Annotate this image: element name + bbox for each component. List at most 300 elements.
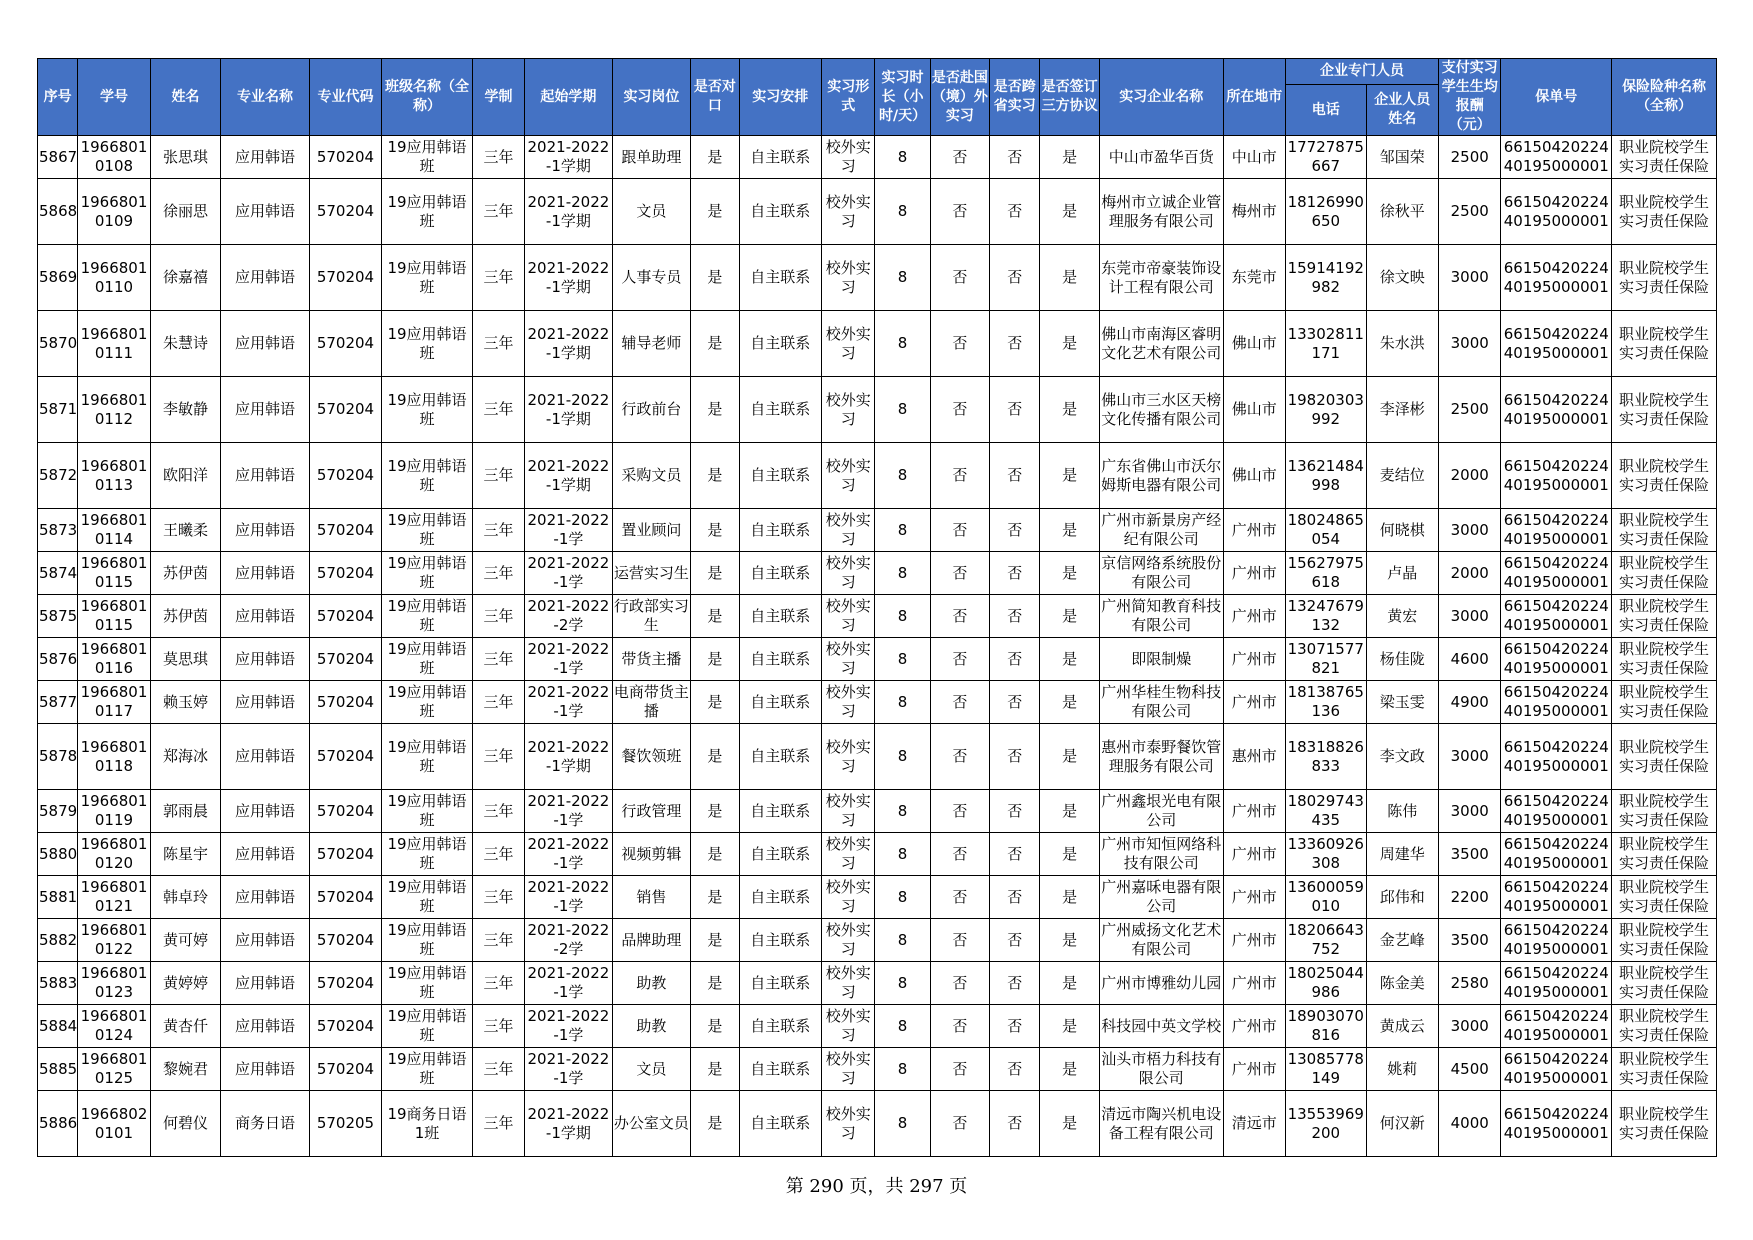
row-abroad: 否 <box>930 638 989 681</box>
row-matched: 是 <box>691 179 739 245</box>
row-major-code: 570204 <box>309 833 381 876</box>
row-tripartite: 是 <box>1040 509 1099 552</box>
header-major: 专业名称 <box>221 59 310 136</box>
row-contact: 杨佳陇 <box>1366 638 1438 681</box>
row-major-code: 570204 <box>309 509 381 552</box>
header-class-name: 班级名称（全称） <box>382 59 473 136</box>
row-cross-province: 否 <box>990 1048 1040 1091</box>
row-position: 行政部实习生 <box>612 595 691 638</box>
row-pay: 3500 <box>1439 919 1501 962</box>
row-abroad: 否 <box>930 876 989 919</box>
row-company: 广州华桂生物科技有限公司 <box>1099 681 1223 724</box>
row-seq: 5884 <box>38 1005 78 1048</box>
row-name: 张思琪 <box>150 136 220 179</box>
row-name: 韩卓玲 <box>150 876 220 919</box>
row-contact: 邹国荣 <box>1366 136 1438 179</box>
row-arrangement: 自主联系 <box>739 681 822 724</box>
row-city: 广州市 <box>1223 681 1285 724</box>
row-cross-province: 否 <box>990 136 1040 179</box>
row-contact: 徐秋平 <box>1366 179 1438 245</box>
row-class: 19应用韩语班 <box>382 724 473 790</box>
row-matched: 是 <box>691 509 739 552</box>
row-start-term: 2021-2022-1学 <box>525 1048 613 1091</box>
row-duration: 三年 <box>472 552 524 595</box>
row-seq: 5869 <box>38 245 78 311</box>
row-seq: 5880 <box>38 833 78 876</box>
table-row <box>38 833 1717 876</box>
row-arrangement: 自主联系 <box>739 509 822 552</box>
row-matched: 是 <box>691 311 739 377</box>
row-pay: 3000 <box>1439 1005 1501 1048</box>
row-abroad: 否 <box>930 311 989 377</box>
row-phone: 13071577821 <box>1286 638 1367 681</box>
table-row <box>38 595 1717 638</box>
row-student-id: 19668020101 <box>78 1091 150 1157</box>
row-duration: 三年 <box>472 1091 524 1157</box>
row-insurance: 职业院校学生实习责任保险 <box>1612 876 1717 919</box>
row-pay: 2580 <box>1439 962 1501 1005</box>
row-major: 应用韩语 <box>221 681 310 724</box>
table-row <box>38 311 1717 377</box>
row-abroad: 否 <box>930 443 989 509</box>
row-duration: 三年 <box>472 509 524 552</box>
row-insurance: 职业院校学生实习责任保险 <box>1612 1048 1717 1091</box>
row-policy-no: 6615042022440195000001 <box>1501 245 1612 311</box>
row-insurance: 职业院校学生实习责任保险 <box>1612 962 1717 1005</box>
row-major-code: 570204 <box>309 377 381 443</box>
row-abroad: 否 <box>930 552 989 595</box>
row-seq: 5882 <box>38 919 78 962</box>
row-abroad: 否 <box>930 790 989 833</box>
row-start-term: 2021-2022-1学 <box>525 790 613 833</box>
header-seq: 序号 <box>38 59 78 136</box>
row-arrangement: 自主联系 <box>739 724 822 790</box>
row-policy-no: 6615042022440195000001 <box>1501 833 1612 876</box>
row-name: 赖玉婷 <box>150 681 220 724</box>
row-pay: 3000 <box>1439 724 1501 790</box>
row-position: 跟单助理 <box>612 136 691 179</box>
row-matched: 是 <box>691 919 739 962</box>
row-class: 19应用韩语班 <box>382 876 473 919</box>
row-name: 徐嘉禧 <box>150 245 220 311</box>
row-tripartite: 是 <box>1040 681 1099 724</box>
row-name: 王曦柔 <box>150 509 220 552</box>
row-major: 应用韩语 <box>221 724 310 790</box>
row-company: 梅州市立诚企业管理服务有限公司 <box>1099 179 1223 245</box>
row-policy-no: 6615042022440195000001 <box>1501 790 1612 833</box>
row-form: 校外实习 <box>822 245 875 311</box>
row-position: 销售 <box>612 876 691 919</box>
row-start-term: 2021-2022-1学期 <box>525 443 613 509</box>
row-insurance: 职业院校学生实习责任保险 <box>1612 1005 1717 1048</box>
row-matched: 是 <box>691 681 739 724</box>
row-abroad: 否 <box>930 595 989 638</box>
row-city: 梅州市 <box>1223 179 1285 245</box>
row-pay: 2500 <box>1439 377 1501 443</box>
row-arrangement: 自主联系 <box>739 179 822 245</box>
row-form: 校外实习 <box>822 1048 875 1091</box>
table-row <box>38 179 1717 245</box>
row-major-code: 570205 <box>309 1091 381 1157</box>
row-major-code: 570204 <box>309 595 381 638</box>
row-form: 校外实习 <box>822 790 875 833</box>
row-student-id: 19668010125 <box>78 1048 150 1091</box>
row-phone: 15914192982 <box>1286 245 1367 311</box>
row-major-code: 570204 <box>309 681 381 724</box>
row-position: 辅导老师 <box>612 311 691 377</box>
row-insurance: 职业院校学生实习责任保险 <box>1612 833 1717 876</box>
row-insurance: 职业院校学生实习责任保险 <box>1612 136 1717 179</box>
header-tripartite: 是否签订三方协议 <box>1040 59 1099 136</box>
row-major-code: 570204 <box>309 245 381 311</box>
row-contact: 何汉新 <box>1366 1091 1438 1157</box>
row-city: 广州市 <box>1223 552 1285 595</box>
row-major-code: 570204 <box>309 638 381 681</box>
row-cross-province: 否 <box>990 638 1040 681</box>
row-pay: 3000 <box>1439 311 1501 377</box>
row-matched: 是 <box>691 638 739 681</box>
row-policy-no: 6615042022440195000001 <box>1501 1048 1612 1091</box>
row-class: 19商务日语1班 <box>382 1091 473 1157</box>
row-policy-no: 6615042022440195000001 <box>1501 377 1612 443</box>
row-contact: 梁玉雯 <box>1366 681 1438 724</box>
row-major: 应用韩语 <box>221 790 310 833</box>
row-cross-province: 否 <box>990 1091 1040 1157</box>
header-city: 所在地市 <box>1223 59 1285 136</box>
row-pay: 4900 <box>1439 681 1501 724</box>
row-pay: 3000 <box>1439 245 1501 311</box>
row-major: 应用韩语 <box>221 833 310 876</box>
row-start-term: 2021-2022-1学期 <box>525 245 613 311</box>
row-major-code: 570204 <box>309 136 381 179</box>
row-start-term: 2021-2022-2学 <box>525 595 613 638</box>
row-company: 惠州市泰野餐饮管理服务有限公司 <box>1099 724 1223 790</box>
row-matched: 是 <box>691 790 739 833</box>
row-start-term: 2021-2022-1学 <box>525 638 613 681</box>
row-seq: 5875 <box>38 595 78 638</box>
row-seq: 5874 <box>38 552 78 595</box>
row-name: 何碧仪 <box>150 1091 220 1157</box>
row-abroad: 否 <box>930 1091 989 1157</box>
row-phone: 18025044986 <box>1286 962 1367 1005</box>
row-insurance: 职业院校学生实习责任保险 <box>1612 681 1717 724</box>
row-pay: 3000 <box>1439 790 1501 833</box>
row-cross-province: 否 <box>990 681 1040 724</box>
row-contact: 陈伟 <box>1366 790 1438 833</box>
header-hours: 实习时长（小时/天） <box>875 59 930 136</box>
row-matched: 是 <box>691 724 739 790</box>
row-major: 应用韩语 <box>221 552 310 595</box>
row-abroad: 否 <box>930 919 989 962</box>
row-cross-province: 否 <box>990 724 1040 790</box>
row-policy-no: 6615042022440195000001 <box>1501 311 1612 377</box>
row-abroad: 否 <box>930 724 989 790</box>
row-hours: 8 <box>875 876 930 919</box>
row-position: 品牌助理 <box>612 919 691 962</box>
row-cross-province: 否 <box>990 552 1040 595</box>
row-student-id: 19668010118 <box>78 724 150 790</box>
row-hours: 8 <box>875 833 930 876</box>
row-contact: 周建华 <box>1366 833 1438 876</box>
row-name: 欧阳洋 <box>150 443 220 509</box>
row-form: 校外实习 <box>822 638 875 681</box>
row-contact: 李文政 <box>1366 724 1438 790</box>
header-pay: 支付实习学生生均报酬（元） <box>1439 59 1501 136</box>
row-class: 19应用韩语班 <box>382 552 473 595</box>
row-tripartite: 是 <box>1040 179 1099 245</box>
row-tripartite: 是 <box>1040 443 1099 509</box>
row-name: 朱慧诗 <box>150 311 220 377</box>
row-hours: 8 <box>875 638 930 681</box>
row-class: 19应用韩语班 <box>382 919 473 962</box>
row-position: 带货主播 <box>612 638 691 681</box>
header-duration: 学制 <box>472 59 524 136</box>
row-cross-province: 否 <box>990 919 1040 962</box>
row-tripartite: 是 <box>1040 919 1099 962</box>
row-major: 应用韩语 <box>221 377 310 443</box>
row-arrangement: 自主联系 <box>739 1005 822 1048</box>
header-contact-name: 企业人员姓名 <box>1366 85 1438 136</box>
row-phone: 18318826833 <box>1286 724 1367 790</box>
row-contact: 李泽彬 <box>1366 377 1438 443</box>
row-start-term: 2021-2022-1学期 <box>525 179 613 245</box>
row-cross-province: 否 <box>990 377 1040 443</box>
row-hours: 8 <box>875 179 930 245</box>
row-abroad: 否 <box>930 1048 989 1091</box>
row-seq: 5867 <box>38 136 78 179</box>
table-row <box>38 919 1717 962</box>
row-matched: 是 <box>691 552 739 595</box>
row-cross-province: 否 <box>990 245 1040 311</box>
row-company: 即限制燥 <box>1099 638 1223 681</box>
row-major-code: 570204 <box>309 919 381 962</box>
row-position: 视频剪辑 <box>612 833 691 876</box>
row-city: 广州市 <box>1223 638 1285 681</box>
row-pay: 4000 <box>1439 1091 1501 1157</box>
row-major: 应用韩语 <box>221 443 310 509</box>
row-seq: 5870 <box>38 311 78 377</box>
table-row <box>38 443 1717 509</box>
row-insurance: 职业院校学生实习责任保险 <box>1612 509 1717 552</box>
row-matched: 是 <box>691 1005 739 1048</box>
table-row <box>38 552 1717 595</box>
row-abroad: 否 <box>930 179 989 245</box>
header-form: 实习形式 <box>822 59 875 136</box>
row-policy-no: 6615042022440195000001 <box>1501 962 1612 1005</box>
page-footer: 第 290 页，共 297 页 <box>785 1176 968 1197</box>
row-student-id: 19668010110 <box>78 245 150 311</box>
table-header <box>38 59 1717 136</box>
row-hours: 8 <box>875 919 930 962</box>
row-name: 莫思琪 <box>150 638 220 681</box>
row-position: 采购文员 <box>612 443 691 509</box>
row-abroad: 否 <box>930 681 989 724</box>
row-phone: 18206643752 <box>1286 919 1367 962</box>
row-form: 校外实习 <box>822 595 875 638</box>
row-pay: 2000 <box>1439 552 1501 595</box>
row-class: 19应用韩语班 <box>382 1005 473 1048</box>
row-duration: 三年 <box>472 136 524 179</box>
row-student-id: 19668010121 <box>78 876 150 919</box>
row-position: 行政管理 <box>612 790 691 833</box>
row-insurance: 职业院校学生实习责任保险 <box>1612 1091 1717 1157</box>
row-tripartite: 是 <box>1040 245 1099 311</box>
row-form: 校外实习 <box>822 552 875 595</box>
row-major: 应用韩语 <box>221 595 310 638</box>
table-row <box>38 876 1717 919</box>
row-duration: 三年 <box>472 681 524 724</box>
row-class: 19应用韩语班 <box>382 962 473 1005</box>
row-phone: 13360926308 <box>1286 833 1367 876</box>
row-hours: 8 <box>875 790 930 833</box>
row-pay: 2500 <box>1439 179 1501 245</box>
row-matched: 是 <box>691 1048 739 1091</box>
row-major: 应用韩语 <box>221 876 310 919</box>
header-matched: 是否对口 <box>691 59 739 136</box>
row-duration: 三年 <box>472 790 524 833</box>
row-phone: 13302811171 <box>1286 311 1367 377</box>
row-cross-province: 否 <box>990 833 1040 876</box>
row-student-id: 19668010120 <box>78 833 150 876</box>
row-form: 校外实习 <box>822 311 875 377</box>
row-class: 19应用韩语班 <box>382 509 473 552</box>
row-matched: 是 <box>691 1091 739 1157</box>
row-insurance: 职业院校学生实习责任保险 <box>1612 595 1717 638</box>
table-row <box>38 681 1717 724</box>
row-insurance: 职业院校学生实习责任保险 <box>1612 377 1717 443</box>
row-company: 广州市知恒网络科技有限公司 <box>1099 833 1223 876</box>
row-contact: 金艺峰 <box>1366 919 1438 962</box>
row-hours: 8 <box>875 595 930 638</box>
row-pay: 3500 <box>1439 833 1501 876</box>
row-student-id: 19668010115 <box>78 595 150 638</box>
header-company: 实习企业名称 <box>1099 59 1223 136</box>
row-hours: 8 <box>875 245 930 311</box>
row-arrangement: 自主联系 <box>739 876 822 919</box>
row-form: 校外实习 <box>822 377 875 443</box>
row-pay: 4500 <box>1439 1048 1501 1091</box>
row-city: 广州市 <box>1223 595 1285 638</box>
row-cross-province: 否 <box>990 509 1040 552</box>
row-policy-no: 6615042022440195000001 <box>1501 1005 1612 1048</box>
row-abroad: 否 <box>930 245 989 311</box>
row-tripartite: 是 <box>1040 876 1099 919</box>
header-policy-no: 保单号 <box>1501 59 1612 136</box>
row-tripartite: 是 <box>1040 377 1099 443</box>
row-insurance: 职业院校学生实习责任保险 <box>1612 790 1717 833</box>
row-policy-no: 6615042022440195000001 <box>1501 1091 1612 1157</box>
row-hours: 8 <box>875 724 930 790</box>
row-major-code: 570204 <box>309 443 381 509</box>
row-cross-province: 否 <box>990 962 1040 1005</box>
row-name: 郭雨晨 <box>150 790 220 833</box>
row-major: 商务日语 <box>221 1091 310 1157</box>
row-contact: 黄成云 <box>1366 1005 1438 1048</box>
row-hours: 8 <box>875 377 930 443</box>
row-position: 运营实习生 <box>612 552 691 595</box>
row-abroad: 否 <box>930 136 989 179</box>
row-arrangement: 自主联系 <box>739 1091 822 1157</box>
row-major-code: 570204 <box>309 1005 381 1048</box>
row-company: 汕头市梧力科技有限公司 <box>1099 1048 1223 1091</box>
row-duration: 三年 <box>472 876 524 919</box>
row-phone: 13621484998 <box>1286 443 1367 509</box>
row-seq: 5878 <box>38 724 78 790</box>
header-start-term: 起始学期 <box>525 59 613 136</box>
row-city: 广州市 <box>1223 876 1285 919</box>
row-insurance: 职业院校学生实习责任保险 <box>1612 311 1717 377</box>
row-major: 应用韩语 <box>221 179 310 245</box>
row-hours: 8 <box>875 1048 930 1091</box>
row-form: 校外实习 <box>822 179 875 245</box>
row-class: 19应用韩语班 <box>382 443 473 509</box>
row-form: 校外实习 <box>822 724 875 790</box>
row-student-id: 19668010119 <box>78 790 150 833</box>
header-insurance: 保险险种名称（全称） <box>1612 59 1717 136</box>
row-hours: 8 <box>875 136 930 179</box>
row-city: 佛山市 <box>1223 443 1285 509</box>
row-city: 广州市 <box>1223 833 1285 876</box>
row-matched: 是 <box>691 595 739 638</box>
header-arrangement: 实习安排 <box>739 59 822 136</box>
table-row <box>38 790 1717 833</box>
internship-table <box>37 58 1717 1157</box>
row-phone: 13247679132 <box>1286 595 1367 638</box>
row-major: 应用韩语 <box>221 1005 310 1048</box>
row-start-term: 2021-2022-1学 <box>525 833 613 876</box>
row-company: 广州威扬文化艺术有限公司 <box>1099 919 1223 962</box>
row-student-id: 19668010114 <box>78 509 150 552</box>
row-student-id: 19668010111 <box>78 311 150 377</box>
row-hours: 8 <box>875 1091 930 1157</box>
row-name: 郑海冰 <box>150 724 220 790</box>
row-company: 广州市博雅幼儿园 <box>1099 962 1223 1005</box>
row-duration: 三年 <box>472 638 524 681</box>
row-class: 19应用韩语班 <box>382 833 473 876</box>
row-duration: 三年 <box>472 179 524 245</box>
row-insurance: 职业院校学生实习责任保险 <box>1612 245 1717 311</box>
row-position: 文员 <box>612 1048 691 1091</box>
row-start-term: 2021-2022-1学 <box>525 876 613 919</box>
row-hours: 8 <box>875 552 930 595</box>
row-policy-no: 6615042022440195000001 <box>1501 509 1612 552</box>
row-student-id: 19668010116 <box>78 638 150 681</box>
row-duration: 三年 <box>472 1048 524 1091</box>
row-position: 办公室文员 <box>612 1091 691 1157</box>
row-phone: 15627975618 <box>1286 552 1367 595</box>
row-start-term: 2021-2022-1学 <box>525 509 613 552</box>
row-city: 广州市 <box>1223 1005 1285 1048</box>
row-start-term: 2021-2022-1学 <box>525 681 613 724</box>
row-company: 佛山市三水区天榜文化传播有限公司 <box>1099 377 1223 443</box>
row-tripartite: 是 <box>1040 1091 1099 1157</box>
row-start-term: 2021-2022-1学期 <box>525 311 613 377</box>
row-policy-no: 6615042022440195000001 <box>1501 552 1612 595</box>
row-major-code: 570204 <box>309 962 381 1005</box>
row-start-term: 2021-2022-1学 <box>525 552 613 595</box>
row-city: 清远市 <box>1223 1091 1285 1157</box>
row-phone: 17727875667 <box>1286 136 1367 179</box>
row-arrangement: 自主联系 <box>739 919 822 962</box>
row-tripartite: 是 <box>1040 638 1099 681</box>
row-duration: 三年 <box>472 833 524 876</box>
row-form: 校外实习 <box>822 919 875 962</box>
row-policy-no: 6615042022440195000001 <box>1501 638 1612 681</box>
row-name: 陈星宇 <box>150 833 220 876</box>
row-major-code: 570204 <box>309 1048 381 1091</box>
row-position: 文员 <box>612 179 691 245</box>
row-duration: 三年 <box>472 1005 524 1048</box>
